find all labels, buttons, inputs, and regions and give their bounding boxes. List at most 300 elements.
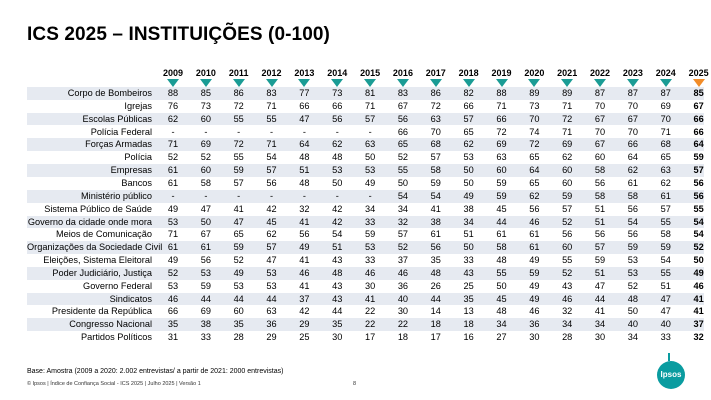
table-cell: 25 (463, 280, 474, 291)
table-cell: 59 (364, 229, 376, 240)
table-cell: 48 (627, 293, 638, 304)
table-cell: 58 (496, 242, 507, 253)
row-label: Poder Judiciário, Justiça (52, 267, 152, 278)
table-cell: 46 (364, 267, 376, 278)
table-cell: 69 (660, 100, 671, 111)
table-cell: - (270, 126, 274, 137)
table-cell: 46 (397, 267, 409, 278)
table-cell: 54 (627, 216, 638, 227)
table-cell: 51 (463, 229, 474, 240)
table-cell: 56 (562, 229, 573, 240)
table-cell: 72 (233, 100, 244, 111)
year-header: 2022 (590, 68, 611, 78)
table-cell: 55 (693, 203, 704, 214)
table-cell: 71 (167, 229, 179, 240)
table-cell: 55 (397, 165, 409, 176)
table-cell: 55 (266, 113, 277, 124)
table-cell: 48 (299, 152, 310, 163)
table-cell: 63 (660, 165, 671, 176)
table-cell: 52 (233, 255, 244, 266)
table-cell: 48 (332, 267, 343, 278)
table-cell: 46 (562, 293, 573, 304)
table-cell: 53 (364, 165, 376, 176)
table-cell: 52 (397, 152, 409, 163)
row-label: Partidos Políticos (81, 332, 152, 343)
table-cell: 49 (364, 177, 376, 188)
table-cell: 56 (594, 229, 606, 240)
table-cell: 82 (463, 88, 474, 98)
table-cell: 64 (627, 152, 638, 163)
table-cell: 56 (397, 113, 409, 124)
row-label: Polícia (124, 152, 152, 163)
table-cell: 62 (266, 229, 277, 240)
year-header: 2009 (162, 68, 184, 78)
table-cell: 69 (562, 139, 573, 150)
table-cell: 58 (594, 190, 606, 201)
table-cell: 63 (364, 139, 376, 150)
table-cell: 52 (693, 242, 704, 253)
table-cell: 59 (233, 242, 244, 253)
table-cell: 66 (332, 100, 343, 111)
table-cell: 87 (594, 88, 606, 98)
table-cell: 59 (233, 165, 244, 176)
year-marker-triangle (364, 79, 376, 87)
table-cell: 63 (430, 113, 441, 124)
table-cell: 54 (693, 216, 704, 227)
table-cell: 33 (200, 332, 211, 343)
table-cell: 86 (233, 88, 244, 98)
table-cell: 66 (496, 113, 507, 124)
table-cell: 56 (266, 177, 277, 188)
table-cell: 61 (496, 229, 507, 240)
table-cell: 67 (594, 139, 606, 150)
table-cell: 42 (266, 203, 277, 214)
table-cell: 62 (529, 190, 540, 201)
table-cell: 65 (397, 139, 409, 150)
year-header: 2021 (557, 68, 578, 78)
year-header: 2016 (392, 68, 413, 78)
table-cell: 65 (233, 229, 244, 240)
table-cell: 59 (529, 267, 540, 278)
table-cell: 38 (463, 203, 474, 214)
year-marker-triangle (660, 79, 672, 87)
table-cell: 50 (463, 242, 474, 253)
table-cell: 42 (332, 216, 343, 227)
table-cell: 56 (299, 229, 310, 240)
table-cell: 71 (562, 126, 573, 137)
table-cell: 62 (627, 165, 638, 176)
table-cell: 81 (364, 88, 376, 98)
table-cell: 53 (364, 242, 376, 253)
table-cell: 59 (200, 280, 211, 291)
table-cell: 41 (299, 216, 310, 227)
table-cell: 49 (167, 255, 179, 266)
table-cell: 54 (430, 190, 441, 201)
table-cell: 48 (496, 255, 507, 266)
table-cell: 34 (562, 319, 573, 330)
table-cell: 61 (167, 165, 179, 176)
table-cell: 45 (496, 293, 507, 304)
year-marker-triangle (693, 79, 705, 87)
table-cell: 32 (299, 203, 310, 214)
table-cell: 48 (332, 152, 343, 163)
table-cell: 60 (233, 306, 244, 317)
row-label: Ministério público (81, 190, 152, 201)
table-cell: 26 (430, 280, 441, 291)
table-cell: 50 (364, 152, 376, 163)
year-header: 2017 (425, 68, 446, 78)
table-cell: 49 (529, 293, 540, 304)
table-cell: 52 (562, 216, 573, 227)
table-cell: 55 (660, 267, 671, 278)
row-label: Sindicatos (109, 293, 152, 304)
table-cell: 69 (200, 139, 211, 150)
table-cell: 56 (430, 242, 441, 253)
table-cell: 41 (364, 293, 376, 304)
table-cell: 35 (332, 319, 343, 330)
table-cell: 30 (332, 332, 343, 343)
table-cell: 56 (627, 229, 638, 240)
table-cell: 42 (299, 306, 310, 317)
table-cell: 58 (594, 165, 606, 176)
table-cell: 57 (233, 177, 244, 188)
table-cell: 66 (397, 126, 409, 137)
table-cell: 43 (463, 267, 474, 278)
table-cell: 47 (266, 255, 277, 266)
logo-tick (668, 353, 670, 361)
table-cell: - (335, 126, 339, 137)
table-cell: 41 (594, 306, 606, 317)
table-cell: 46 (529, 216, 540, 227)
table-cell: 58 (627, 190, 638, 201)
year-header: 2015 (360, 68, 381, 78)
year-marker-triangle (298, 79, 310, 87)
year-header: 2012 (261, 68, 282, 78)
table-cell: 54 (332, 229, 343, 240)
year-header: 2011 (228, 68, 249, 78)
table-cell: 52 (397, 242, 409, 253)
table-cell: 33 (364, 216, 376, 227)
table-cell: - (368, 126, 372, 137)
table-cell: 61 (167, 242, 179, 253)
table-cell: 59 (693, 152, 704, 163)
row-label: Meios de Comunicação (55, 229, 152, 240)
table-cell: 62 (167, 113, 179, 124)
table-cell: - (171, 126, 175, 137)
table-cell: 64 (299, 139, 310, 150)
table-cell: 33 (463, 255, 474, 266)
table-cell: 25 (299, 332, 310, 343)
table-cell: 53 (167, 280, 179, 291)
table-cell: 51 (594, 216, 606, 227)
year-marker-triangle (200, 79, 212, 87)
table-cell: - (204, 126, 208, 137)
table-cell: 62 (562, 152, 573, 163)
year-header: 2020 (524, 68, 545, 78)
table-cell: 85 (693, 88, 704, 98)
table-cell: 36 (529, 319, 540, 330)
table-cell: 59 (594, 255, 606, 266)
row-label: Forças Armadas (85, 139, 152, 150)
table-cell: 56 (693, 190, 704, 201)
row-label: Organizações da Sociedade Civil (27, 242, 163, 253)
table-cell: 56 (332, 113, 343, 124)
table-cell: 59 (496, 190, 507, 201)
table-cell: 47 (299, 113, 310, 124)
row-label: Sistema Público de Saúde (44, 203, 152, 214)
table-cell: 60 (496, 165, 507, 176)
table-cell: 57 (594, 242, 606, 253)
table-cell: 53 (627, 255, 638, 266)
table-cell: 45 (496, 203, 507, 214)
table-cell: 85 (200, 88, 211, 98)
table-cell: 59 (562, 190, 573, 201)
table-cell: 34 (364, 203, 376, 214)
table-cell: 61 (627, 177, 638, 188)
row-label: Presidente da República (51, 306, 152, 317)
row-label: Corpo de Bombeiros (67, 88, 152, 98)
table-cell: 43 (562, 280, 573, 291)
table-cell: 44 (200, 293, 211, 304)
table-cell: - (368, 190, 372, 201)
table-cell: 30 (529, 332, 540, 343)
year-header: 2025 (688, 68, 709, 78)
table-cell: 54 (397, 190, 409, 201)
year-header: 2010 (195, 68, 216, 78)
table-cell: 50 (332, 177, 343, 188)
table-cell: - (270, 190, 274, 201)
table-cell: 44 (594, 293, 606, 304)
table-cell: 56 (627, 203, 638, 214)
table-cell: 73 (200, 100, 211, 111)
table-cell: 48 (430, 267, 441, 278)
table-cell: 57 (660, 203, 671, 214)
row-label: Empresas (110, 165, 152, 176)
table-cell: 53 (167, 216, 179, 227)
table-cell: 35 (233, 319, 244, 330)
table-cell: 31 (167, 332, 179, 343)
table-cell: 88 (496, 88, 507, 98)
table-cell: 44 (430, 293, 441, 304)
table-cell: 56 (200, 255, 211, 266)
year-header: 2024 (655, 68, 676, 78)
table-cell: 52 (167, 152, 179, 163)
row-label: Bancos (121, 177, 152, 188)
table-cell: 66 (167, 306, 179, 317)
table-cell: 50 (463, 177, 474, 188)
table-cell: 46 (299, 267, 310, 278)
table-cell: 52 (200, 152, 211, 163)
footnote: Base: Amostra (2009 a 2020: 2.002 entrevistas/ a partir de 2021: 2000 entrevistas) (27, 368, 284, 375)
table-cell: 29 (299, 319, 310, 330)
table-cell: 58 (430, 165, 441, 176)
table-cell: 49 (693, 267, 704, 278)
table-cell: 30 (364, 280, 376, 291)
row-label: Congresso Nacional (69, 319, 152, 330)
table-cell: 43 (332, 293, 343, 304)
year-header: 2019 (491, 68, 512, 78)
table-cell: 51 (660, 280, 671, 291)
table-cell: 53 (332, 165, 343, 176)
table-cell: 41 (299, 255, 310, 266)
table-cell: 22 (364, 306, 376, 317)
table-cell: 87 (660, 88, 671, 98)
table-cell: 66 (627, 139, 638, 150)
year-marker-triangle (561, 79, 573, 87)
table-cell: 70 (529, 113, 540, 124)
table-cell: - (302, 190, 306, 201)
table-cell: 57 (463, 113, 474, 124)
table-cell: 38 (430, 216, 441, 227)
row-label: Igrejas (124, 100, 152, 111)
table-cell: 57 (693, 165, 704, 176)
table-cell: 63 (266, 306, 277, 317)
row-label: Eleições, Sistema Eleitoral (43, 255, 152, 266)
table-cell: 59 (496, 177, 507, 188)
table-cell: 74 (529, 126, 540, 137)
year-marker-triangle (397, 79, 409, 87)
table-cell: 29 (266, 332, 277, 343)
table-cell: 86 (430, 88, 441, 98)
table-cell: 60 (562, 165, 573, 176)
table-cell: 55 (233, 152, 244, 163)
table-cell: 46 (693, 280, 704, 291)
table-cell: 47 (233, 216, 244, 227)
table-cell: 66 (693, 126, 704, 137)
table-cell: - (204, 190, 208, 201)
table-cell: 17 (430, 332, 441, 343)
table-cell: 72 (430, 100, 441, 111)
table-cell: 35 (167, 319, 179, 330)
table-cell: 18 (463, 319, 474, 330)
table-cell: 34 (397, 203, 409, 214)
table-cell: 14 (430, 306, 441, 317)
table-cell: 73 (332, 88, 343, 98)
table-cell: 53 (200, 267, 211, 278)
year-marker-triangle (331, 79, 343, 87)
table-cell: 55 (233, 113, 244, 124)
table-cell: - (237, 190, 241, 201)
table-cell: 49 (167, 203, 179, 214)
table-cell: 50 (397, 177, 409, 188)
table-cell: 57 (364, 113, 376, 124)
table-cell: 17 (364, 332, 376, 343)
table-cell: 52 (627, 280, 638, 291)
table-cell: 59 (660, 242, 671, 253)
table-cell: 57 (562, 203, 573, 214)
table-cell: 73 (529, 100, 540, 111)
table-cell: 66 (463, 100, 474, 111)
year-marker-triangle (627, 79, 639, 87)
table-cell: 67 (200, 229, 211, 240)
table-cell: 53 (233, 280, 244, 291)
table-cell: 64 (529, 165, 540, 176)
ipsos-logo: Ipsos (657, 361, 685, 389)
table-cell: 52 (562, 267, 573, 278)
table-cell: 47 (200, 203, 211, 214)
year-marker-triangle (167, 79, 179, 87)
table-cell: 65 (463, 126, 474, 137)
table-cell: - (237, 126, 241, 137)
table-cell: 16 (463, 332, 474, 343)
table-cell: 57 (266, 165, 277, 176)
table-cell: 65 (660, 152, 671, 163)
table-cell: 88 (167, 88, 179, 98)
table-cell: 62 (463, 139, 474, 150)
table-cell: 71 (364, 100, 376, 111)
table-cell: - (335, 190, 339, 201)
table-cell: 71 (266, 139, 277, 150)
table-cell: 38 (200, 319, 211, 330)
table-cell: 41 (299, 280, 310, 291)
table-cell: 62 (660, 177, 671, 188)
table-cell: 61 (529, 242, 540, 253)
table-cell: 69 (496, 139, 507, 150)
year-header: 2014 (327, 68, 348, 78)
table-cell: 56 (594, 177, 606, 188)
table-cell: 48 (299, 177, 310, 188)
table-cell: 50 (496, 280, 507, 291)
table-cell: 53 (463, 152, 474, 163)
table-cell: 49 (233, 267, 244, 278)
table-cell: 70 (594, 100, 606, 111)
year-marker-triangle (594, 79, 606, 87)
table-cell: 41 (693, 293, 704, 304)
table-cell: 61 (430, 229, 441, 240)
table-cell: 72 (233, 139, 244, 150)
row-label: Escolas Públicas (82, 113, 152, 124)
table-cell: 58 (660, 229, 671, 240)
table-cell: 46 (167, 293, 179, 304)
table-cell: 42 (332, 203, 343, 214)
table-cell: 62 (332, 139, 343, 150)
table-cell: 70 (430, 126, 441, 137)
table-cell: 36 (397, 280, 409, 291)
table-cell: 66 (693, 113, 704, 124)
row-label: Polícia Federal (90, 126, 152, 137)
table-cell: 28 (562, 332, 573, 343)
table-cell: 27 (496, 332, 507, 343)
table-cell: 67 (693, 100, 704, 111)
table-cell: 67 (627, 113, 638, 124)
table-cell: 28 (233, 332, 244, 343)
table-cell: 33 (660, 332, 671, 343)
table-cell: 41 (693, 306, 704, 317)
page-title: ICS 2025 – INSTITUIÇÕES (0-100) (27, 24, 330, 45)
table-cell: 36 (266, 319, 277, 330)
table-cell: 54 (693, 229, 704, 240)
table-cell: 70 (627, 126, 638, 137)
table-cell: 61 (200, 242, 211, 253)
table-cell: 67 (397, 100, 409, 111)
table-cell: 87 (627, 88, 638, 98)
table-cell: 77 (299, 88, 310, 98)
table-cell: 72 (529, 139, 540, 150)
table-cell: 30 (397, 306, 409, 317)
row-label: Governo Federal (83, 280, 152, 291)
table-cell: 44 (233, 293, 244, 304)
year-marker-triangle (266, 79, 278, 87)
table-cell: 55 (496, 267, 507, 278)
page-number: 8 (353, 381, 357, 387)
table-cell: 71 (496, 100, 507, 111)
table-cell: 50 (693, 255, 704, 266)
table-cell: 48 (496, 306, 507, 317)
table-cell: 76 (167, 100, 179, 111)
year-header: 2023 (622, 68, 643, 78)
table-cell: 54 (266, 152, 277, 163)
table-cell: 56 (529, 203, 540, 214)
